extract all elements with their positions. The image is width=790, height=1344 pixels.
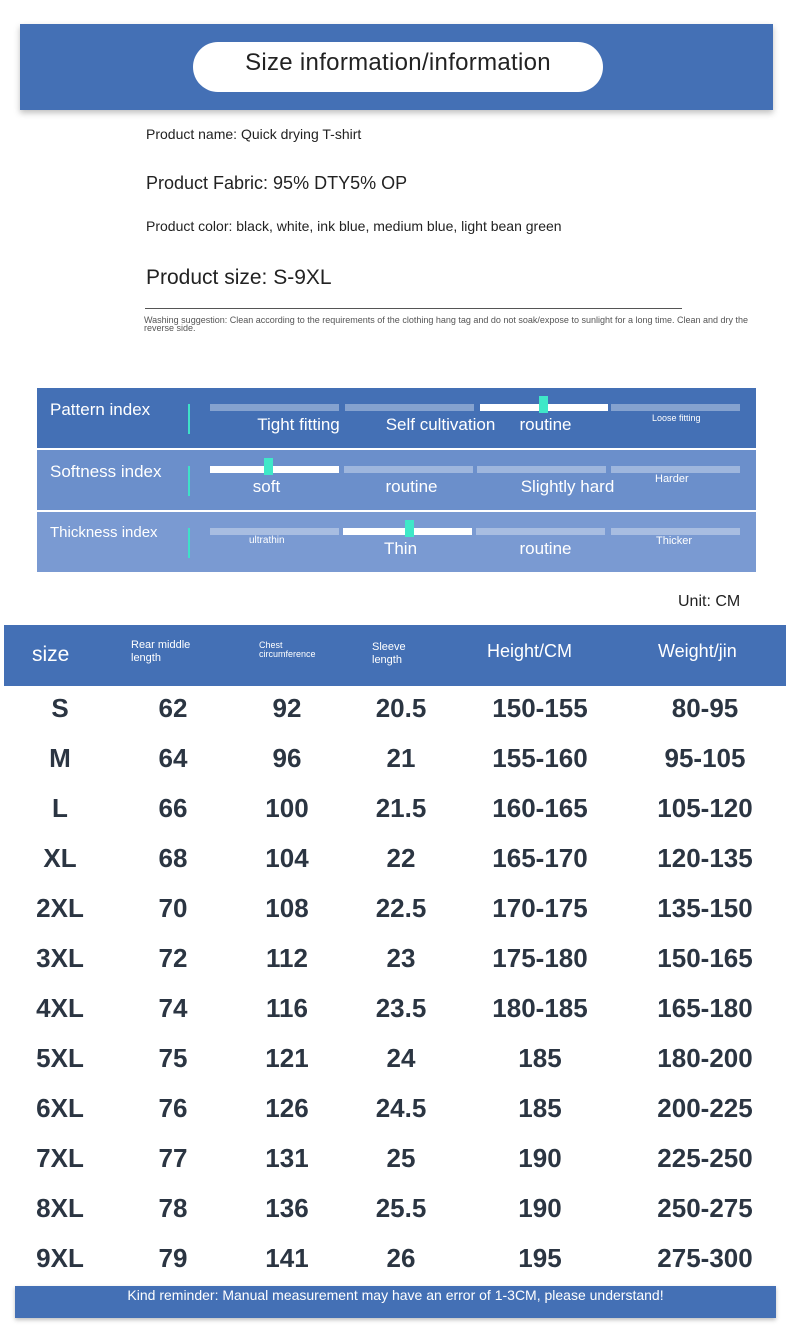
product-size: Product size: S-9XL bbox=[146, 266, 332, 289]
table-cell: 121 bbox=[265, 1043, 309, 1073]
table-row bbox=[0, 1233, 790, 1283]
table-cell: 185 bbox=[518, 1043, 562, 1073]
unit-label: Unit: CM bbox=[678, 593, 741, 610]
table-cell: 3XL bbox=[36, 943, 84, 973]
table-cell: 136 bbox=[265, 1193, 309, 1223]
washing-suggestion: Washing suggestion: Clean according to the requirements of the clothing hang tag and do not soak/expose to sunlight for a long time. Clean and dry the reverse side. bbox=[144, 315, 749, 333]
table-cell: 9XL bbox=[36, 1243, 84, 1273]
table-cell: 150-155 bbox=[492, 693, 588, 723]
table-row bbox=[0, 733, 790, 783]
table-cell: 80-95 bbox=[671, 693, 739, 723]
page-title: Size information/information bbox=[193, 42, 603, 92]
index-option: Tight fitting bbox=[257, 415, 340, 434]
table-cell: 160-165 bbox=[492, 793, 588, 823]
table-cell: 92 bbox=[272, 693, 302, 723]
softness-index-label: Softness index bbox=[50, 462, 162, 481]
table-cell: 275-300 bbox=[657, 1243, 753, 1273]
table-cell: 25.5 bbox=[375, 1193, 427, 1223]
row-separator bbox=[188, 404, 190, 434]
index-option: Slightly hard bbox=[520, 477, 615, 496]
index-option: Self cultivation bbox=[385, 415, 496, 434]
index-option: Harder bbox=[655, 473, 689, 485]
table-cell: 62 bbox=[158, 693, 188, 723]
table-row bbox=[0, 783, 790, 833]
index-marker bbox=[264, 458, 273, 475]
pattern-index-label: Pattern index bbox=[50, 400, 151, 419]
table-row bbox=[0, 1033, 790, 1083]
index-segment bbox=[611, 404, 740, 411]
table-cell: 108 bbox=[265, 893, 309, 923]
table-cell: 78 bbox=[158, 1193, 188, 1223]
index-option: ultrathin bbox=[249, 535, 285, 546]
index-option: Loose fitting bbox=[652, 413, 701, 423]
product-color: Product color: black, white, ink blue, medium blue, light bean green bbox=[146, 218, 562, 234]
table-row bbox=[0, 833, 790, 883]
index-segment bbox=[210, 404, 339, 411]
col-header-weight: Weight/jin bbox=[658, 641, 737, 661]
table-cell: 20.5 bbox=[375, 693, 427, 723]
table-cell: 64 bbox=[158, 743, 188, 773]
table-cell: 96 bbox=[272, 743, 302, 773]
table-row bbox=[0, 1183, 790, 1233]
index-segment bbox=[611, 528, 740, 535]
table-cell: 23.5 bbox=[375, 993, 427, 1023]
table-cell: 24 bbox=[386, 1043, 416, 1073]
product-fabric: Product Fabric: 95% DTY5% OP bbox=[146, 173, 408, 193]
divider bbox=[145, 308, 682, 309]
table-cell: 100 bbox=[265, 793, 309, 823]
table-row bbox=[0, 933, 790, 983]
col-header-height: Height/CM bbox=[487, 641, 573, 661]
index-segment bbox=[344, 466, 473, 473]
header-banner bbox=[20, 24, 773, 110]
col-header-size: size bbox=[32, 643, 70, 666]
table-cell: L bbox=[52, 793, 68, 823]
table-cell: 74 bbox=[158, 993, 188, 1023]
table-cell: 68 bbox=[158, 843, 188, 873]
table-cell: 5XL bbox=[36, 1043, 84, 1073]
thickness-index-label: Thickness index bbox=[50, 524, 158, 541]
table-cell: 66 bbox=[158, 793, 188, 823]
table-cell: 76 bbox=[158, 1093, 188, 1123]
index-marker bbox=[405, 520, 414, 537]
table-cell: 250-275 bbox=[657, 1193, 753, 1223]
table-cell: 165-170 bbox=[492, 843, 588, 873]
table-cell: 135-150 bbox=[657, 893, 753, 923]
index-segment bbox=[345, 404, 474, 411]
table-cell: 105-120 bbox=[657, 793, 753, 823]
thickness-index-row bbox=[37, 512, 756, 572]
table-cell: 175-180 bbox=[492, 943, 588, 973]
table-cell: 155-160 bbox=[492, 743, 588, 773]
footer-reminder bbox=[15, 1286, 776, 1318]
table-cell: 200-225 bbox=[657, 1093, 753, 1123]
table-cell: 190 bbox=[518, 1143, 562, 1173]
index-option-selected: soft bbox=[252, 477, 281, 496]
row-separator bbox=[188, 466, 190, 496]
table-cell: 185 bbox=[518, 1093, 562, 1123]
table-cell: 180-185 bbox=[492, 993, 588, 1023]
table-cell: 72 bbox=[158, 943, 188, 973]
table-cell: 7XL bbox=[36, 1143, 84, 1173]
table-cell: 22.5 bbox=[375, 893, 427, 923]
table-cell: 26 bbox=[386, 1243, 416, 1273]
table-row bbox=[0, 683, 790, 733]
table-cell: 120-135 bbox=[657, 843, 753, 873]
index-option: routine bbox=[519, 539, 572, 558]
table-cell: 77 bbox=[158, 1143, 188, 1173]
index-option: Thicker bbox=[656, 535, 693, 547]
table-cell: 22 bbox=[386, 843, 416, 873]
table-cell: 21.5 bbox=[375, 793, 427, 823]
table-cell: 70 bbox=[158, 893, 188, 923]
table-cell: 180-200 bbox=[657, 1043, 753, 1073]
index-marker bbox=[539, 396, 548, 413]
table-cell: 25 bbox=[386, 1143, 416, 1173]
table-cell: 225-250 bbox=[657, 1143, 753, 1173]
table-cell: 21 bbox=[386, 743, 416, 773]
index-option: routine bbox=[385, 477, 438, 496]
table-cell: 24.5 bbox=[375, 1093, 427, 1123]
size-table-header bbox=[4, 625, 786, 686]
index-segment bbox=[210, 528, 339, 535]
table-cell: 79 bbox=[158, 1243, 188, 1273]
table-cell: XL bbox=[43, 843, 77, 873]
pattern-index-row bbox=[37, 388, 756, 448]
table-cell: 112 bbox=[266, 943, 308, 973]
table-row bbox=[0, 1083, 790, 1133]
table-cell: 126 bbox=[265, 1093, 309, 1123]
col-header-chest: Chest circumference bbox=[259, 640, 316, 659]
index-segment-selected bbox=[210, 466, 339, 473]
softness-index-row bbox=[37, 450, 756, 510]
table-cell: 190 bbox=[518, 1193, 562, 1223]
table-cell: 165-180 bbox=[657, 993, 753, 1023]
index-segment bbox=[611, 466, 740, 473]
table-cell: 141 bbox=[265, 1243, 309, 1273]
table-cell: 4XL bbox=[36, 993, 84, 1023]
table-cell: 131 bbox=[265, 1143, 309, 1173]
table-row bbox=[0, 983, 790, 1033]
col-header-sleeve: Sleeve length bbox=[372, 641, 406, 666]
table-cell: 8XL bbox=[36, 1193, 84, 1223]
table-cell: 195 bbox=[518, 1243, 562, 1273]
table-cell: 2XL bbox=[36, 893, 84, 923]
index-segment bbox=[476, 528, 605, 535]
table-cell: 95-105 bbox=[664, 743, 746, 773]
table-cell: 104 bbox=[265, 843, 309, 873]
table-cell: M bbox=[49, 743, 71, 773]
table-cell: 116 bbox=[266, 993, 308, 1023]
table-row bbox=[0, 883, 790, 933]
index-option-selected: routine bbox=[519, 415, 572, 434]
index-segment bbox=[477, 466, 606, 473]
row-separator bbox=[188, 528, 190, 558]
table-cell: 170-175 bbox=[492, 893, 588, 923]
table-cell: 23 bbox=[386, 943, 416, 973]
table-cell: S bbox=[51, 693, 69, 723]
table-cell: 150-165 bbox=[657, 943, 753, 973]
table-cell: 75 bbox=[158, 1043, 188, 1073]
table-cell: 6XL bbox=[36, 1093, 84, 1123]
reminder-text: Kind reminder: Manual measurement may have an error of 1-3CM, please understand! bbox=[127, 1287, 664, 1303]
product-name: Product name: Quick drying T-shirt bbox=[146, 126, 362, 142]
index-option-selected: Thin bbox=[383, 539, 418, 558]
col-header-rear-length: Rear middle length bbox=[131, 639, 191, 664]
table-row bbox=[0, 1133, 790, 1183]
